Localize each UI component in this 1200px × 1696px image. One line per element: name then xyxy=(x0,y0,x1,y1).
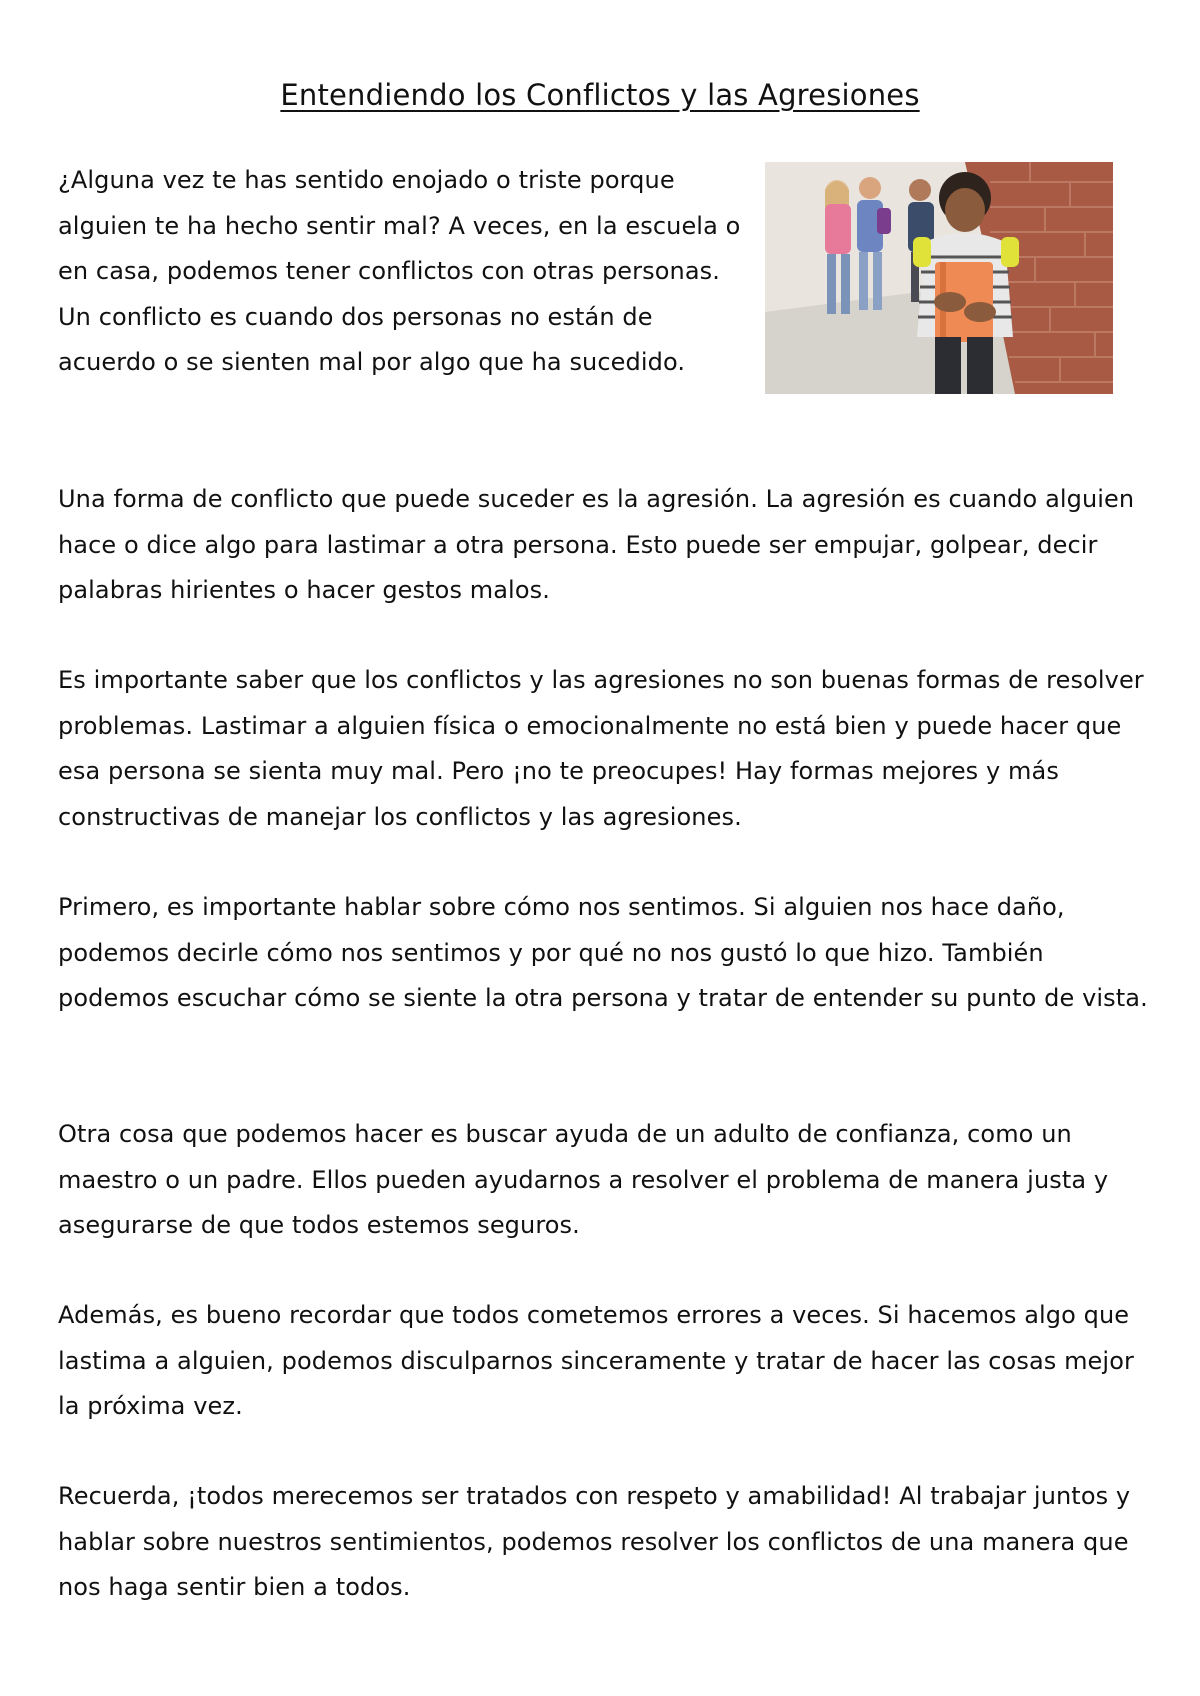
paragraph-5: Otra cosa que podemos hacer es buscar ayuda de un adulto de confianza, como un maestro o un padre. Ellos pueden ayudarnos a resolver el problema de manera justa y asegurarse de que todos estemos seguros. xyxy=(58,1120,1109,1239)
paragraph-7: Recuerda, ¡todos merecemos ser tratados con respeto y amabilidad! Al trabajar juntos y hablar sobre nuestros sentimientos, podemos resolver los conflictos de una manera que nos haga sentir bien a todos. xyxy=(58,1482,1131,1601)
paragraph-6: Además, es bueno recordar que todos cometemos errores a veces. Si hacemos algo que lastima a alguien, podemos disculparnos sinceramente y tratar de hacer las cosas mejor la próxima vez. xyxy=(58,1301,1134,1420)
page-title: Entendiendo los Conflictos y las Agresiones xyxy=(280,78,920,112)
hallway-photo xyxy=(765,162,1113,394)
paragraph-3: Es importante saber que los conflictos y las agresiones no son buenas formas de resolver problemas. Lastimar a alguien física o emocionalmente no está bien y puede hacer que esa persona se sienta muy mal. Pero ¡no te preocupes! Hay formas mejores y más constructivas de manejar los conflictos y las agresiones. xyxy=(58,666,1144,831)
paragraph-2: Una forma de conflicto que puede suceder es la agresión. La agresión es cuando alguien hace o dice algo para lastimar a otra persona. Esto puede ser empujar, golpear, decir palabras hirientes o hacer gestos malos. xyxy=(58,485,1135,604)
hallway-photo-illustration xyxy=(765,162,1113,394)
paragraph-4: Primero, es importante hablar sobre cómo nos sentimos. Si alguien nos hace daño, podemos decirle cómo nos sentimos y por qué no nos gustó lo que hizo. También podemos escuchar cómo se siente la otra persona y tratar de entender su punto de vista. xyxy=(58,893,1148,1012)
paragraph-1: ¿Alguna vez te has sentido enojado o triste porque alguien te ha hecho sentir mal? A veces, en la escuela o en casa, podemos tener conflictos con otras personas. Un conflicto es cuando dos personas no están de acuerdo o se sienten mal por algo que ha sucedido. xyxy=(58,166,741,376)
